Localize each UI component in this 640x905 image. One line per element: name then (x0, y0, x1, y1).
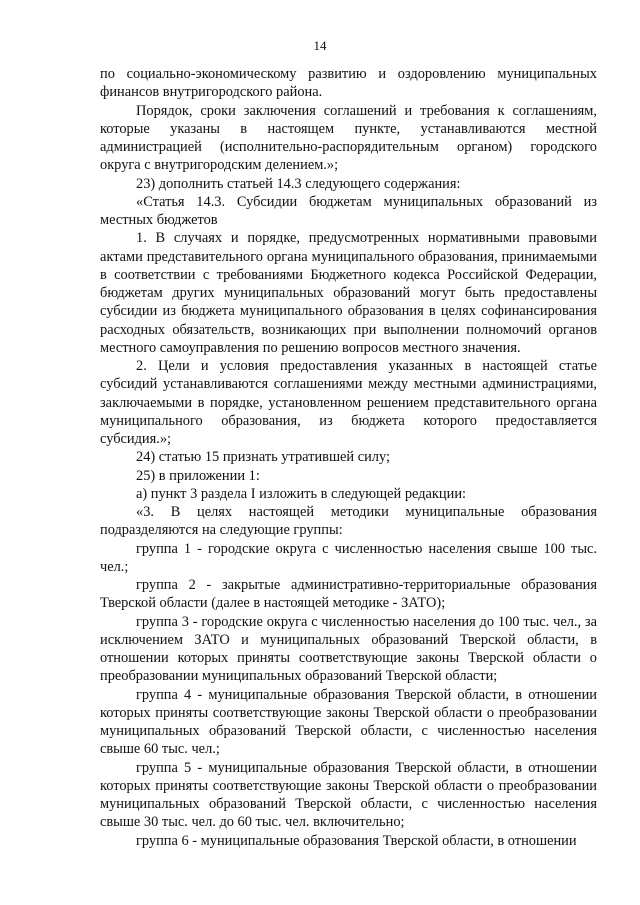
page-number: 14 (313, 38, 327, 53)
group-5-item: группа 5 - муниципальные образования Тверской области, в отношении которых приняты соответствующие законы Тверской области о преобразовании муниципальных образований Тверской области, с численностью населения свыше 30 тыс. чел. до 60 тыс. чел. включительно; (100, 759, 597, 831)
document-body (100, 65, 597, 850)
group-4-item: группа 4 - муниципальные образования Тверской области, в отношении которых приняты соответствующие законы Тверской области о преобразовании муниципальных образований Тверской области, с численностью населения свыше 60 тыс. чел.; (100, 686, 597, 758)
paragraph-item-25: 25) в приложении 1: (136, 467, 260, 484)
paragraph-point-3: «3. В целях настоящей методики муниципальные образования подразделяются на следующие группы: (100, 504, 597, 539)
group-6-item: группа 6 - муниципальные образования Тверской области, в отношении (136, 832, 577, 849)
group-2-item: группа 2 - закрытые административно-территориальные образования Тверской области (далее в настоящей методике - ЗАТО); (100, 577, 597, 612)
group-1-item: группа 1 - городские округа с численностью населения свыше 100 тыс. чел.; (100, 540, 597, 575)
group-3-item: группа 3 - городские округа с численностью населения до 100 тыс. чел., за исключением ЗАТО и муниципальных образований Тверской области, в отношении которых приняты соответствующие законы Тверской области о преобразовании муниципальных образований Тверской области; (100, 613, 597, 685)
paragraph-subitem-a: а) пункт 3 раздела I изложить в следующей редакции: (136, 485, 467, 502)
article-14-3-part-1: 1. В случаях и порядке, предусмотренных нормативными правовыми актами представительного органа муниципального образования, принимаемыми в соответствии с требованиями Бюджетного кодекса Российской Федерации, бюджетам других муниципальных образований могут быть предоставлены субсидии из бюджета муниципального образования в целях софинансирования расходных обязательств, возникающих при выполнении полномочий органов местного самоуправления по решению вопросов местного значения. (100, 230, 597, 356)
paragraph-item-24: 24) статью 15 признать утратившей силу; (136, 449, 390, 466)
paragraph-agreement-procedure: Порядок, сроки заключения соглашений и требования к соглашениям, которые указаны в настоящем пункте, устанавливаются местной администрацией (исполнительно-распорядительным органом) городского округа с внутригородским делением.»; (100, 102, 597, 174)
paragraph-item-23: 23) дополнить статьей 14.3 следующего содержания: (136, 175, 461, 192)
article-14-3-part-2: 2. Цели и условия предоставления указанных в настоящей статье субсидий устанавливаются соглашениями между местными администрациями, заключаемыми в порядке, установленном решением представительного органа муниципального образования, из бюджета которого предоставляется субсидия.»; (100, 358, 597, 447)
article-14-3-heading: «Статья 14.3. Субсидии бюджетам муниципальных образований из местных бюджетов (100, 193, 597, 228)
paragraph-continuation: по социально-экономическому развитию и оздоровлению муниципальных финансов внутригородского района. (100, 66, 597, 101)
